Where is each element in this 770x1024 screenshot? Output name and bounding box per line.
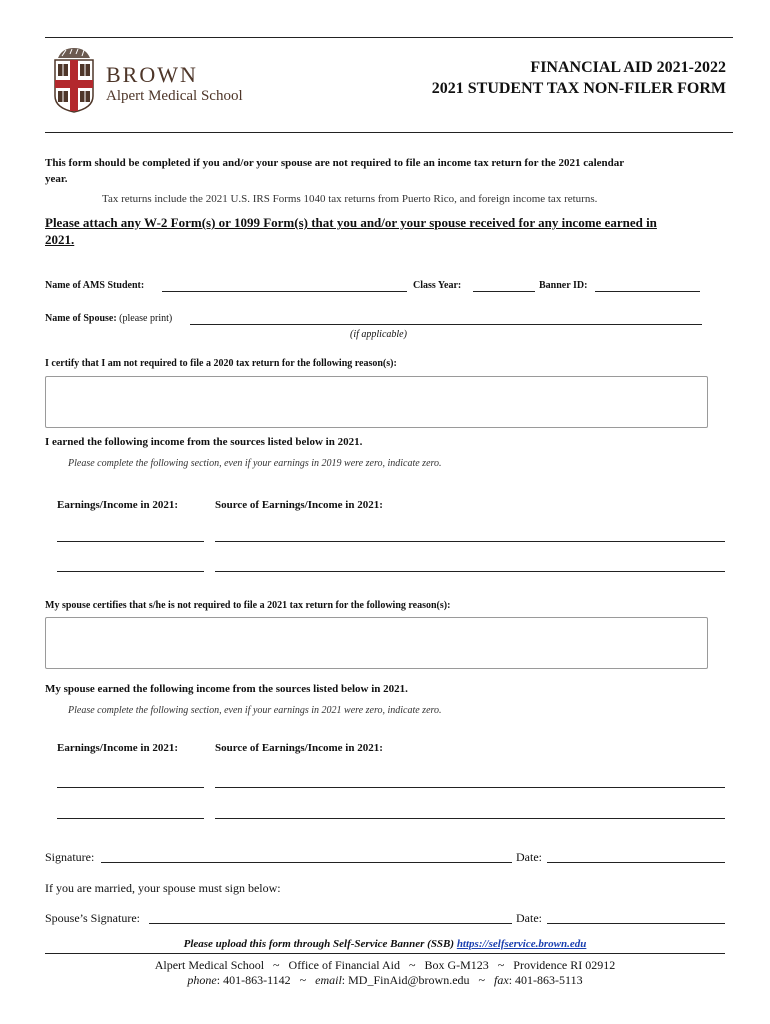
spouse-earned-statement: My spouse earned the following income from the sources listed below in 2021. [45, 683, 408, 695]
if-applicable-note: (if applicable) [350, 329, 407, 340]
fax-label: fax [494, 973, 509, 987]
intro-text-line1: This form should be completed if you and/or your spouse are not required to file an income tax return for the 2021 calendar [45, 157, 625, 169]
footer-rule [45, 953, 725, 954]
spouse-earnings-field-2[interactable] [57, 818, 204, 819]
student-earnings-header: Earnings/Income in 2021: [57, 499, 179, 511]
student-source-field-2[interactable] [215, 571, 725, 572]
banner-id-label: Banner ID: [539, 280, 588, 291]
spouse-signature-label: Spouse’s Signature: [45, 911, 140, 925]
fax-number: : 401-863-5113 [508, 973, 583, 987]
spouse-instruction: Please complete the following section, even if your earnings in 2021 were zero, indicate zero. [68, 705, 442, 716]
footer-address: Alpert Medical School ~ Office of Financial Aid ~ Box G-M123 ~ Providence RI 02912 [154, 958, 616, 972]
attach-instruction-line2: 2021. [45, 232, 75, 247]
banner-id-field[interactable] [595, 291, 700, 292]
signature-field[interactable] [101, 862, 512, 863]
intro-text-line2: year. [45, 173, 68, 185]
footer-contact [0, 973, 770, 988]
spouse-name-hint: (please print) [119, 313, 173, 324]
student-instruction: Please complete the following section, even if your earnings in 2019 were zero, indicate zero. [68, 458, 442, 469]
attach-instruction-line1: Please attach any W-2 Form(s) or 1099 Form(s) that you and/or your spouse received for any income earned in [45, 215, 657, 230]
student-source-field-1[interactable] [215, 541, 725, 542]
married-note: If you are married, your spouse must sign below: [45, 881, 281, 895]
spouse-signature-field[interactable] [149, 923, 512, 924]
spouse-earnings-header: Earnings/Income in 2021: [57, 742, 179, 754]
spouse-name-field[interactable] [190, 324, 702, 325]
upload-instruction [0, 938, 770, 950]
student-reason-textbox[interactable] [45, 376, 708, 428]
logo-wordmark: BROWN [106, 62, 198, 87]
logo-school-name: Alpert Medical School [106, 88, 243, 104]
spouse-name-label: Name of Spouse: [45, 313, 117, 324]
student-name-label: Name of AMS Student: [45, 280, 145, 291]
self-service-link[interactable]: https://selfservice.brown.edu [456, 938, 587, 950]
spouse-name-label-row [45, 313, 172, 324]
tax-return-note: Tax returns include the 2021 U.S. IRS Forms 1040 tax returns from Puerto Rico, and foreign income tax returns. [102, 193, 598, 205]
form-title-line2: 2021 STUDENT TAX NON-FILER FORM [431, 80, 726, 97]
form-title-line1: FINANCIAL AID 2021-2022 [530, 59, 726, 76]
spouse-source-field-1[interactable] [215, 787, 725, 788]
signature-label: Signature: [45, 850, 95, 864]
signature-date-field[interactable] [547, 862, 725, 863]
spouse-signature-date-field[interactable] [547, 923, 725, 924]
brown-logo [52, 44, 252, 116]
signature-date-label: Date: [516, 850, 542, 864]
upload-text: Please upload this form through Self-Service Banner (SSB) [183, 938, 455, 950]
phone-label: phone [187, 973, 217, 987]
class-year-label: Class Year: [413, 280, 462, 291]
spouse-reason-textbox[interactable] [45, 617, 708, 669]
phone-number: : 401-863-1142 ~ [216, 973, 316, 987]
student-earned-statement: I earned the following income from the sources listed below in 2021. [45, 436, 363, 448]
student-source-header: Source of Earnings/Income in 2021: [215, 499, 383, 511]
spouse-earnings-field-1[interactable] [57, 787, 204, 788]
student-certify-statement: I certify that I am not required to file a 2020 tax return for the following reason(s): [45, 358, 397, 369]
spouse-signature-date-label: Date: [516, 911, 542, 925]
student-name-field[interactable] [162, 291, 407, 292]
spouse-certify-statement: My spouse certifies that s/he is not required to file a 2021 tax return for the following reason(s): [45, 600, 451, 611]
class-year-field[interactable] [473, 291, 535, 292]
student-earnings-field-2[interactable] [57, 571, 204, 572]
spouse-source-header: Source of Earnings/Income in 2021: [215, 742, 383, 754]
brown-shield-icon [52, 44, 96, 114]
email-label: email [315, 973, 342, 987]
header-rule [45, 132, 733, 133]
student-earnings-field-1[interactable] [57, 541, 204, 542]
email-address: : MD_FinAid@brown.edu ~ [341, 973, 495, 987]
spouse-source-field-2[interactable] [215, 818, 725, 819]
top-rule [45, 37, 733, 38]
